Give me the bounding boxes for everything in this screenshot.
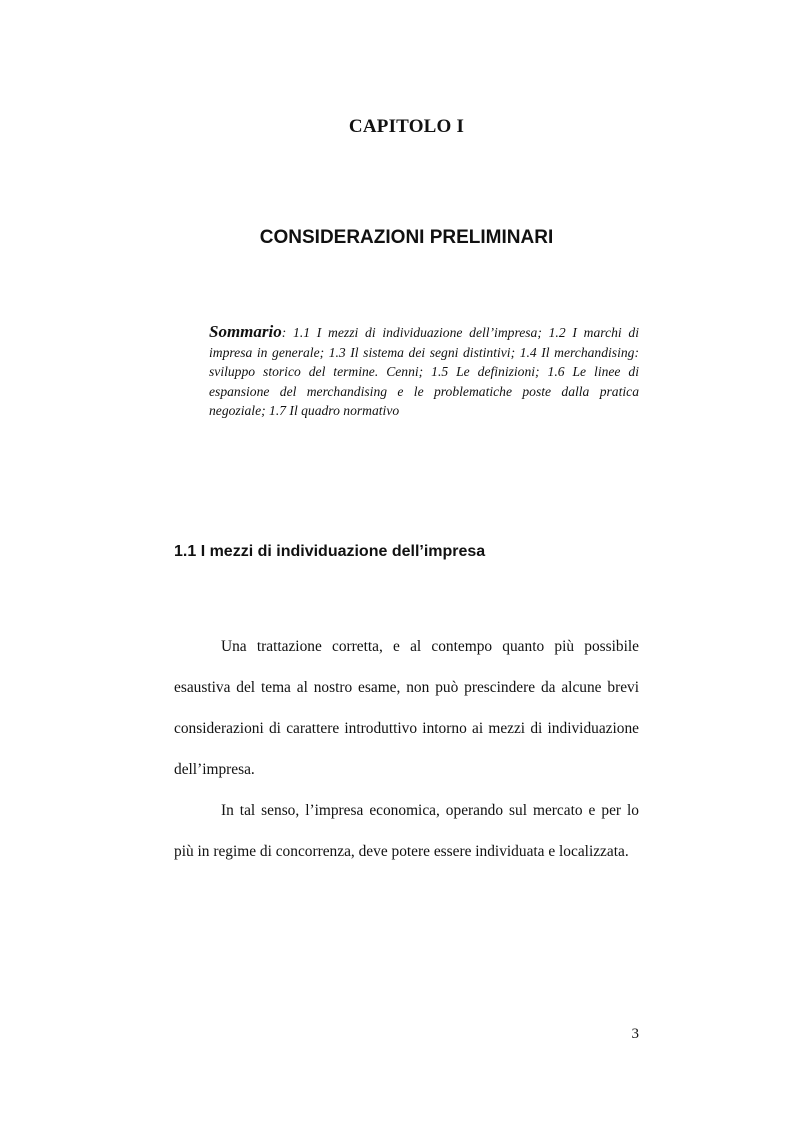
chapter-title: CONSIDERAZIONI PRELIMINARI: [259, 227, 554, 248]
chapter-summary: [209, 322, 639, 421]
chapter-label: CAPITOLO I: [348, 116, 465, 137]
summary-heading: Sommario: [209, 322, 282, 341]
page-number: 3: [631, 1026, 639, 1042]
body-paragraph: In tal senso, l’impresa economica, operando sul mercato e per lo più in regime di concorrenza, deve potere essere individuata e localizzata.: [174, 802, 639, 860]
section-heading: 1.1 I mezzi di individuazione dell’impresa: [174, 543, 486, 560]
summary-text: : 1.1 I mezzi di individuazione dell’impresa; 1.2 I marchi di impresa in generale; 1.3 Il sistema dei segni distintivi; 1.4 Il merchandising: sviluppo storico del termine. Cenni; 1.5 Le definizioni; 1.6 Le linee di espansione del merchandising e le problematiche poste dalla pratica negoziale; 1.7 Il quadro normativo: [209, 325, 639, 419]
body-paragraph: Una trattazione corretta, e al contempo quanto più possibile esaustiva del tema al nostro esame, non può prescindere da alcune brevi considerazioni di carattere introduttivo intorno ai mezzi di individuazione dell’impresa.: [174, 638, 639, 778]
body-text: [174, 626, 639, 872]
